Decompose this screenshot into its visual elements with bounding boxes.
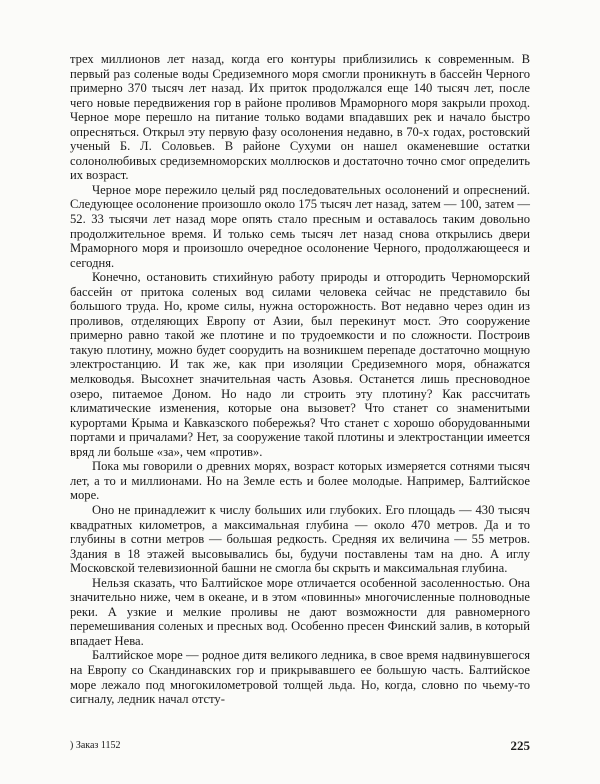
paragraph: трех миллионов лет назад, когда его контуры приблизились к современным. В первый раз соленые воды Средиземного моря смогли проникнуть в бассейн Черного примерно 370 тысяч лет назад. Их приток продолжался еще 140 тысяч лет, после чего новые передвижения гор в районе проливов Мраморного моря закрыли проход. Черное море перешло на питание только водами впадавших рек и начало быстро опресняться. Открыл эту первую фазу осолонения недавно, в 70-х годах, ростовский ученый Б. Л. Соловьев. В районе Сухуми он нашел окаменевшие остатки солонолюбивых средиземноморских моллюсков и достаточно точно смог определить их возраст. <box>70 52 530 183</box>
paragraph: Черное море пережило целый ряд последовательных осолонений и опреснений. Следующее осолонение произошло около 175 тысяч лет назад, затем — 100, затем — 52. 33 тысячи лет назад море опять стало пресным и оставалось таким довольно продолжительное время. И только семь тысяч лет назад снова открылись двери Мраморного моря и произошло очередное осолонение Черного, продолжающееся и сегодня. <box>70 182 530 270</box>
paragraph: Конечно, остановить стихийную работу природы и отгородить Черноморский бассейн от притока соленых вод силами человека сейчас не представило бы большого труда. Но, кроме силы, нужна осторожность. Вот недавно через один из проливов, отделяющих Европу от Азии, был перекинут мост. Это сооружение примерно равно такой же плотине и по трудоемкости и по сложности. Построив такую плотину, можно будет соорудить на возникшем перепаде достаточно мощную электростанцию. И так же, как при изоляции Средиземного моря, обнажатся мелководья. Высохнет значительная часть Азовья. Останется лишь пресноводное озеро, питаемое Доном. Но надо ли строить эту плотину? Как рассчитать климатические изменения, которые она вызовет? Что станет со знаменитыми курортами Крыма и Кавказского побережья? Что станет с хорошо оборудованными портами и причалами? Нет, за сооружение такой плотины и электростанции имеется вряд ли больше «за», чем «против». <box>70 270 530 459</box>
paragraph: Балтийское море — родное дитя великого ледника, в свое время надвинувшегося на Европу со Скандинавских гор и прикрывавшего ее большую часть. Балтийское море лежало под многокилометровой толщей льда. Но, когда, словно по чьему-то сигналу, ледник начал отсту- <box>70 648 530 707</box>
printer-signature: ) Заказ 1152 <box>70 740 121 751</box>
page-number: 225 <box>510 738 530 753</box>
body-text <box>70 52 530 707</box>
paragraph: Оно не принадлежит к числу больших или глубоких. Его площадь — 430 тысяч квадратных километров, а максимальная глубина — около 470 метров. Да и то глубины в сотни метров — большая редкость. Средняя их величина — 55 метров. Здания в 18 этажей высовывались бы, будучи поставлены там на дно. А иглу Московской телевизионной башни не смогла бы скрыть и максимальная глубина. <box>70 502 530 576</box>
paragraph: Нельзя сказать, что Балтийское море отличается особенной засоленностью. Она значительно ниже, чем в океане, и в этом «повинны» многочисленные полноводные реки. А узкие и мелкие проливы не дают возможности для равномерного перемешивания соленых и пресных вод. Особенно пресен Финский залив, в который впадает Нева. <box>70 575 530 648</box>
paragraph: Пока мы говорили о древних морях, возраст которых измеряется сотнями тысяч лет, а то и миллионами. Но на Земле есть и более молодые. Например, Балтийское море. <box>70 459 530 503</box>
